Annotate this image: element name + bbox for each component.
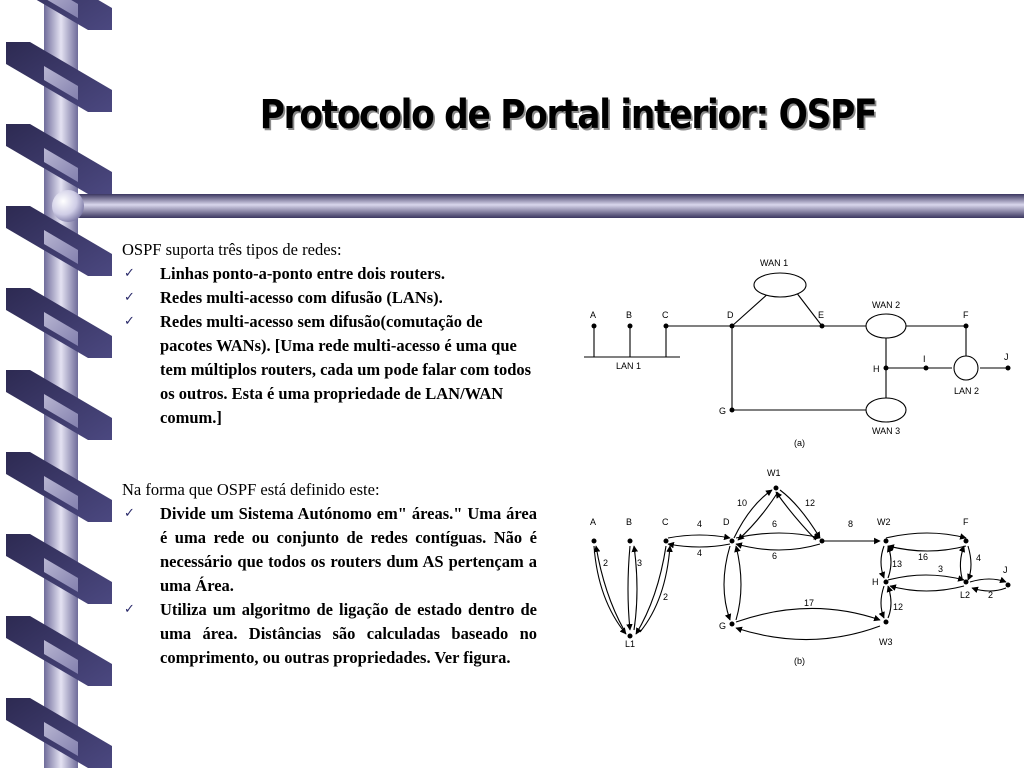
node-label: H bbox=[872, 577, 879, 587]
edge-weight: 17 bbox=[804, 598, 815, 608]
edge-weight: 2 bbox=[603, 558, 609, 568]
slide-title: Protocolo de Portal interior: OSPF bbox=[259, 92, 877, 138]
node-label: J bbox=[1004, 352, 1009, 362]
section-intro: Na forma que OSPF está definido este: bbox=[122, 480, 380, 499]
checkmark-icon: ✓ bbox=[124, 506, 135, 521]
section-intro: OSPF suporta três tipos de redes: bbox=[122, 240, 342, 259]
edge-weight: 12 bbox=[893, 602, 904, 612]
edge-weight: 4 bbox=[697, 548, 703, 558]
node-label: A bbox=[590, 310, 597, 320]
edge-weight: 6 bbox=[772, 519, 778, 529]
node-label: A bbox=[590, 517, 597, 527]
title-divider bbox=[50, 186, 1024, 226]
cloud-label: WAN 1 bbox=[760, 258, 789, 268]
cloud-label: WAN 3 bbox=[872, 426, 901, 436]
node-label: W2 bbox=[877, 517, 891, 527]
network-diagram-a bbox=[584, 273, 1008, 422]
cloud-label: WAN 2 bbox=[872, 300, 901, 310]
section-ospf-definition bbox=[122, 478, 537, 670]
node-label: J bbox=[1003, 565, 1008, 575]
node-label: W1 bbox=[767, 468, 781, 478]
list-item: ✓ Divide um Sistema Autónomo em" áreas." Uma área é uma rede ou conjunto de redes contíguas. Não é necessário que todos os routers dum AS pertençam a uma Área. bbox=[124, 504, 537, 595]
network-diagram-b bbox=[594, 490, 1006, 640]
edge-weight: 3 bbox=[938, 564, 944, 574]
edge-weight: 2 bbox=[663, 592, 669, 602]
decorative-spiral-border bbox=[0, 0, 112, 768]
node-label: C bbox=[662, 310, 669, 320]
node-label: E bbox=[818, 310, 825, 320]
edge-weight: 3 bbox=[637, 558, 643, 568]
list-item: ✓ Redes multi-acesso sem difusão(comutação de pacotes WANs). [Uma rede multi-acesso é uma que tem múltiplos routers, cada um pode falar com todos os outros. Esta é uma propriedade de LAN/WAN comum.] bbox=[124, 312, 532, 427]
bullet-list bbox=[122, 262, 537, 430]
edge-weight: 16 bbox=[918, 552, 929, 562]
list-item: ✓ Utiliza um algoritmo de ligação de estado dentro de uma área. Distâncias são calculadas baseado no comprimento, ou outras propriedades. Ver figura. bbox=[124, 600, 537, 667]
node-label: C bbox=[662, 517, 669, 527]
node-label: G bbox=[719, 621, 727, 631]
edge-weight: 2 bbox=[988, 590, 994, 600]
cloud-label: LAN 1 bbox=[616, 361, 642, 371]
node-label: H bbox=[873, 364, 880, 374]
node-label: F bbox=[963, 310, 969, 320]
edge-weight: 10 bbox=[737, 498, 748, 508]
checkmark-icon: ✓ bbox=[124, 314, 135, 329]
edge-weight: 8 bbox=[848, 519, 854, 529]
edge-weight: 12 bbox=[805, 498, 816, 508]
node-label: D bbox=[723, 517, 730, 527]
list-item: ✓ Redes multi-acesso com difusão (LANs). bbox=[122, 286, 537, 310]
edge-weight: 6 bbox=[772, 551, 778, 561]
edge-weight: 13 bbox=[892, 559, 903, 569]
network-diagram-b-nodes bbox=[592, 486, 1011, 639]
node-label: F bbox=[963, 517, 969, 527]
bullet-list bbox=[122, 502, 537, 670]
node-label: B bbox=[626, 517, 633, 527]
ospf-network-figure bbox=[570, 250, 1024, 680]
node-label: W3 bbox=[879, 637, 893, 647]
figure-caption: (b) bbox=[794, 656, 805, 666]
checkmark-icon: ✓ bbox=[124, 602, 135, 617]
checkmark-icon: ✓ bbox=[124, 290, 135, 305]
node-label: I bbox=[923, 354, 926, 364]
node-label: L1 bbox=[625, 639, 636, 649]
figure-caption: (a) bbox=[794, 438, 805, 448]
node-label: G bbox=[719, 406, 727, 416]
edge-weight: 4 bbox=[697, 519, 703, 529]
checkmark-icon: ✓ bbox=[124, 266, 135, 281]
node-label: D bbox=[727, 310, 734, 320]
edge-weight: 4 bbox=[976, 553, 982, 563]
node-label: L2 bbox=[960, 590, 971, 600]
node-label: B bbox=[626, 310, 633, 320]
network-diagram-b-labels bbox=[590, 468, 1008, 666]
cloud-label: LAN 2 bbox=[954, 386, 980, 396]
section-network-types bbox=[122, 238, 537, 430]
list-item: ✓ Linhas ponto-a-ponto entre dois routers. bbox=[122, 262, 537, 286]
